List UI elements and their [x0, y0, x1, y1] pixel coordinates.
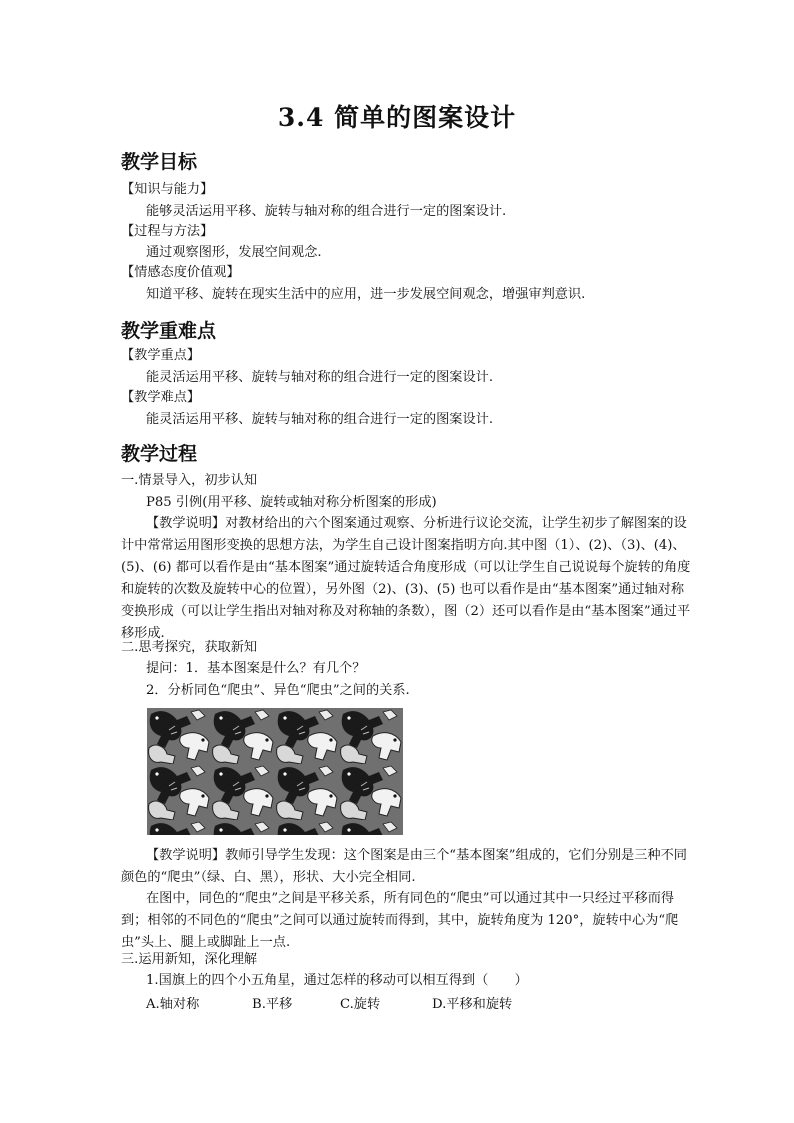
option-a: A.轴对称 — [146, 997, 200, 1012]
label-key: 【教学重点】 — [121, 348, 201, 363]
option-d: D.平移和旋转 — [432, 997, 513, 1012]
lizard-tessellation-image — [147, 708, 403, 835]
step-three: 三.运用新知，深化理解 — [121, 952, 258, 967]
exercise-1: 1.国旗上的四个小五角星，通过怎样的移动可以相互得到（ ） — [146, 973, 528, 988]
teaching-note-1: 【教学说明】对教材给出的六个图案通过观察、分析进行议论交流，让学生初步了解图案的设计中常常运用图形变换的思想方法，为学生自己设计图案指明方向.其中图（1）、(2)、（3)、(4)、(5)、(6) 都可以看作是由“基本图案”通过旋转适合角度形成（可以让学生自己说说每个旋转的角度和旋转的次数及旋转中心的位置），另外图（2)、(3)、(5) 也可以看作是由“基本图案”通过轴对称变换形成（可以让学生指出对轴对称及对称轴的条数），图（2）还可以看作是由“基本图案”通过平移形成. — [121, 516, 691, 641]
heading-teaching-goals: 教学目标 — [121, 151, 198, 173]
text-emotion: 知道平移、旋转在现实生活中的应用，进一步发展空间观念，增强审判意识. — [146, 287, 586, 302]
heading-key-points: 教学重难点 — [121, 320, 217, 342]
heading-teaching-process: 教学过程 — [121, 443, 198, 465]
teaching-note-2: 【教学说明】教师引导学生发现：这个图案是由三个“基本图案”组成的，它们分别是三种不同颜色的“爬虫”（绿、白、黑），形状、大小完全相同. — [121, 848, 687, 885]
question-2: 2．分析同色“爬虫”、异色“爬虫”之间的关系. — [146, 683, 410, 698]
paragraph-translation-rotation: 在图中，同色的“爬虫”之间是平移关系，所有同色的“爬虫”可以通过其中一只经过平移而得到；相邻的不同色的“爬虫”之间可以通过旋转而得到，其中，旋转角度为 120°，旋转中心为“爬虫”头上、腿上或脚趾上一点. — [121, 891, 679, 950]
label-process: 【过程与方法】 — [121, 224, 214, 239]
label-knowledge: 【知识与能力】 — [121, 182, 214, 197]
label-emotion: 【情感态度价值观】 — [121, 265, 240, 280]
question-1: 提问：1．基本图案是什么？有几个？ — [146, 661, 366, 676]
step-one: 一.情景导入，初步认知 — [121, 473, 258, 488]
text-knowledge: 能够灵活运用平移、旋转与轴对称的组合进行一定的图案设计. — [146, 204, 507, 219]
option-b: B.平移 — [252, 997, 293, 1012]
p85-intro: P85 引例(用平移、旋转或轴对称分析图案的形成) — [146, 495, 437, 510]
text-difficulty: 能灵活运用平移、旋转与轴对称的组合进行一定的图案设计. — [146, 412, 494, 427]
step-two: 二.思考探究，获取新知 — [121, 640, 258, 655]
text-key: 能灵活运用平移、旋转与轴对称的组合进行一定的图案设计. — [146, 370, 494, 385]
option-c: C.旋转 — [340, 997, 381, 1012]
text-process: 通过观察图形，发展空间观念. — [146, 245, 322, 260]
label-difficulty: 【教学难点】 — [121, 390, 201, 405]
page-title: 3.4 简单的图案设计 — [277, 103, 517, 132]
